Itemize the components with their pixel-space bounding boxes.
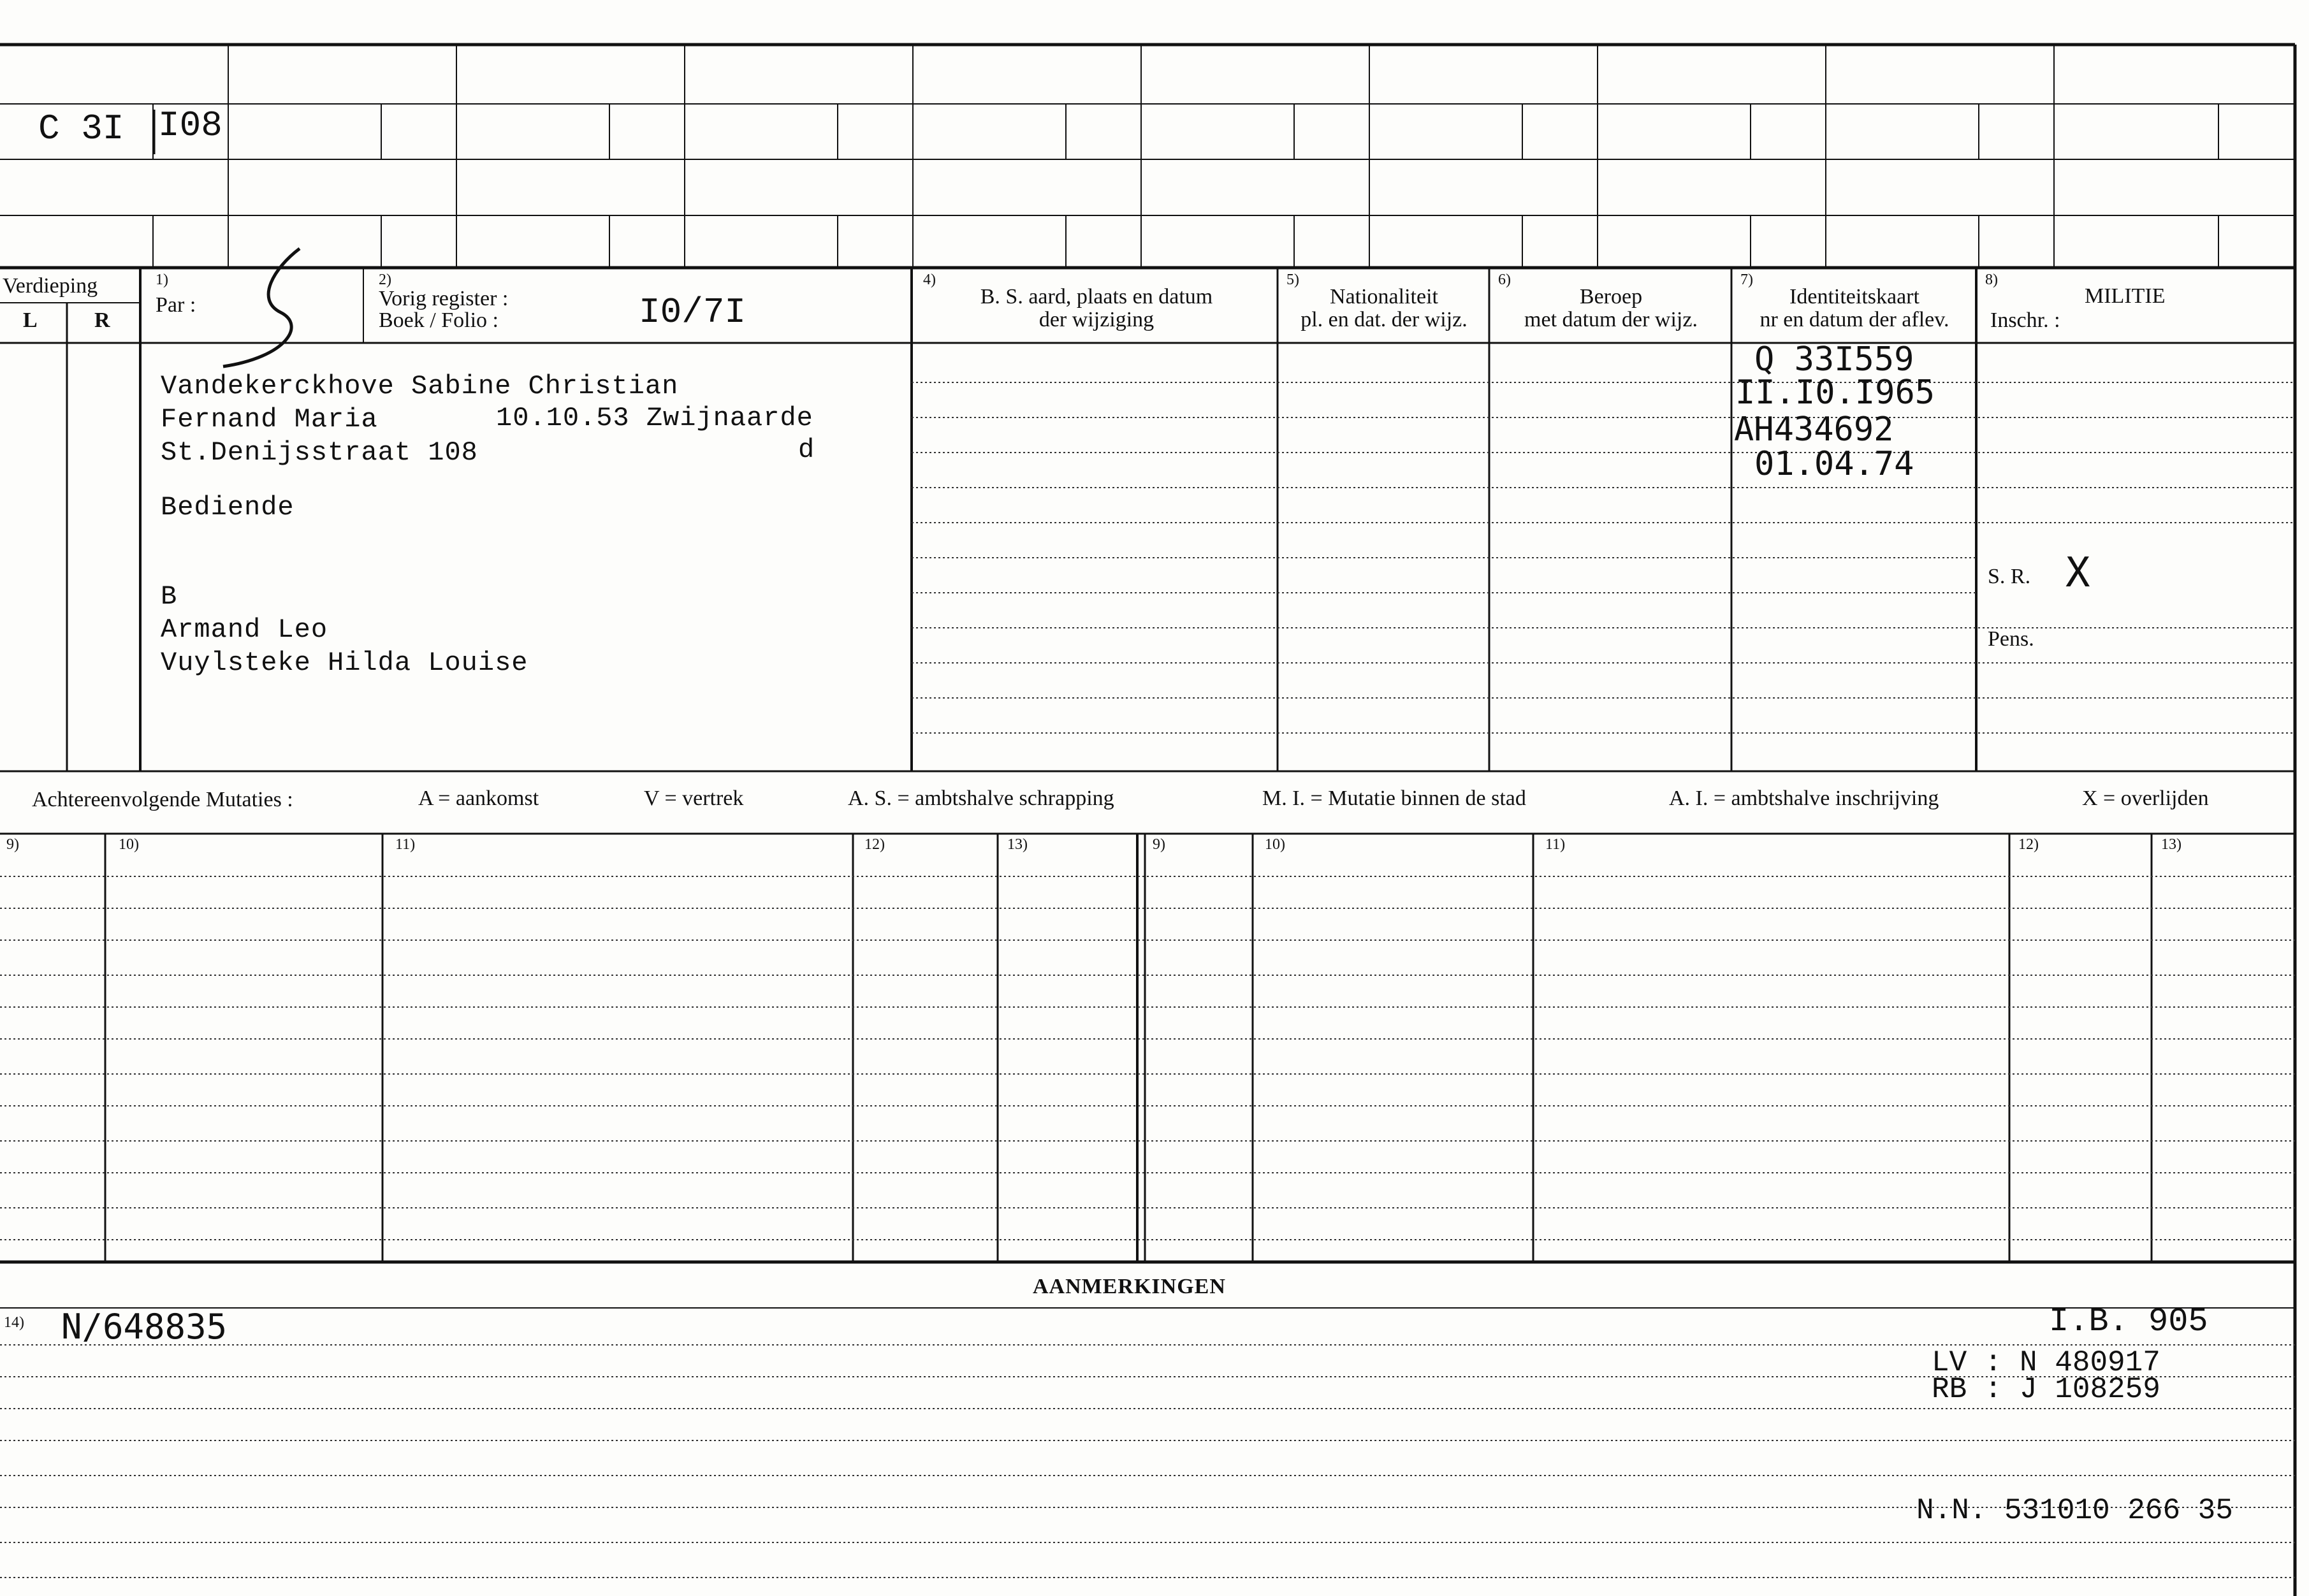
occupation: Bediende [161,492,295,523]
identiteitskaart-header: Identiteitskaart nr en datum der aflev. [1759,285,1949,331]
vorig-register-value: I0/7I [639,292,747,333]
mut-left-col-13: 13) [1007,836,1028,853]
mut-right-col-9: 9) [1153,836,1165,853]
remark-rb: RB : J 108259 [1932,1373,2160,1406]
field-6-number: 6) [1498,272,1511,288]
field-1-number: 1) [156,272,168,288]
mut-right-col-10: 10) [1265,836,1285,853]
field-4-number: 4) [923,272,936,288]
aanmerkingen-title: AANMERKINGEN [1033,1275,1226,1298]
boek-folio-label: Boek / Folio : [379,308,499,332]
pens-label: Pens. [1988,627,2034,651]
mut-right-col-12: 12) [2018,836,2039,853]
remark-nn: N.N. 531010 266 35 [1916,1494,2233,1527]
legend-ambtshalve-inschrijving: A. I. = ambtshalve inschrijving [1669,787,1939,810]
mut-left-col-11: 11) [395,836,416,853]
legend-aankomst: A = aankomst [418,787,539,810]
beroep-header: Beroep met datum der wijz. [1524,285,1698,331]
vorig-register-label: Vorig register : [379,287,509,310]
sr-mark: X [2065,549,2090,597]
section-code: C 3I [38,108,124,149]
militie-label: MILITIE [2085,284,2166,308]
father-name: Armand Leo [161,614,328,645]
legend-mutatie-binnen-stad: M. I. = Mutatie binnen de stad [1262,787,1526,810]
legend-ambtshalve-schrapping: A. S. = ambtshalve schrapping [848,787,1114,810]
field-5-number: 5) [1286,272,1299,288]
legend-title: Achtereenvolgende Mutaties : [32,788,293,811]
id-date-2: 01.04.74 [1754,445,1914,483]
col-r-label: R [94,308,110,332]
address: St.Denijsstraat 108 [161,437,478,468]
remark-n-number: N/648835 [61,1307,228,1347]
remark-ib: I.B. 905 [2049,1303,2208,1340]
id-date-1: II.I0.I965 [1735,374,1935,412]
nationaliteit-header: Nationaliteit pl. en dat. der wijz. [1300,285,1468,331]
mut-right-col-11: 11) [1545,836,1566,853]
inschr-label: Inschr. : [1990,308,2060,332]
par-label: Par : [156,293,196,317]
mut-left-col-9: 9) [6,836,19,853]
field-2-number: 2) [379,272,391,288]
mut-right-col-13: 13) [2161,836,2182,853]
birth-date-place: 10.10.53 Zwijnaarde [496,403,813,433]
col-l-label: L [23,308,38,332]
mut-left-col-10: 10) [119,836,139,853]
id-number-1: Q 33I559 [1754,340,1914,379]
person-name-line2: Fernand Maria [161,404,378,435]
field-8-number: 8) [1985,272,1998,288]
remark-lv: LV : N 480917 [1932,1346,2160,1379]
mother-name: Vuylsteke Hilda Louise [161,648,528,678]
person-name-line1: Vandekerckhove Sabine Christian [161,371,679,402]
b-mark: B [161,581,178,612]
bs-header: B. S. aard, plaats en datum der wijziging [980,285,1213,331]
mark-d: d [798,435,815,465]
legend-vertrek: V = vertrek [644,787,744,810]
id-number-2: AH434692 [1734,410,1894,449]
mut-left-col-12: 12) [864,836,885,853]
field-7-number: 7) [1740,272,1753,288]
verdieping-label: Verdieping [3,274,98,298]
card-number: I08 [158,105,222,146]
field-14-number: 14) [4,1314,24,1331]
legend-overlijden: X = overlijden [2082,787,2209,810]
sr-label: S. R. [1988,565,2031,588]
